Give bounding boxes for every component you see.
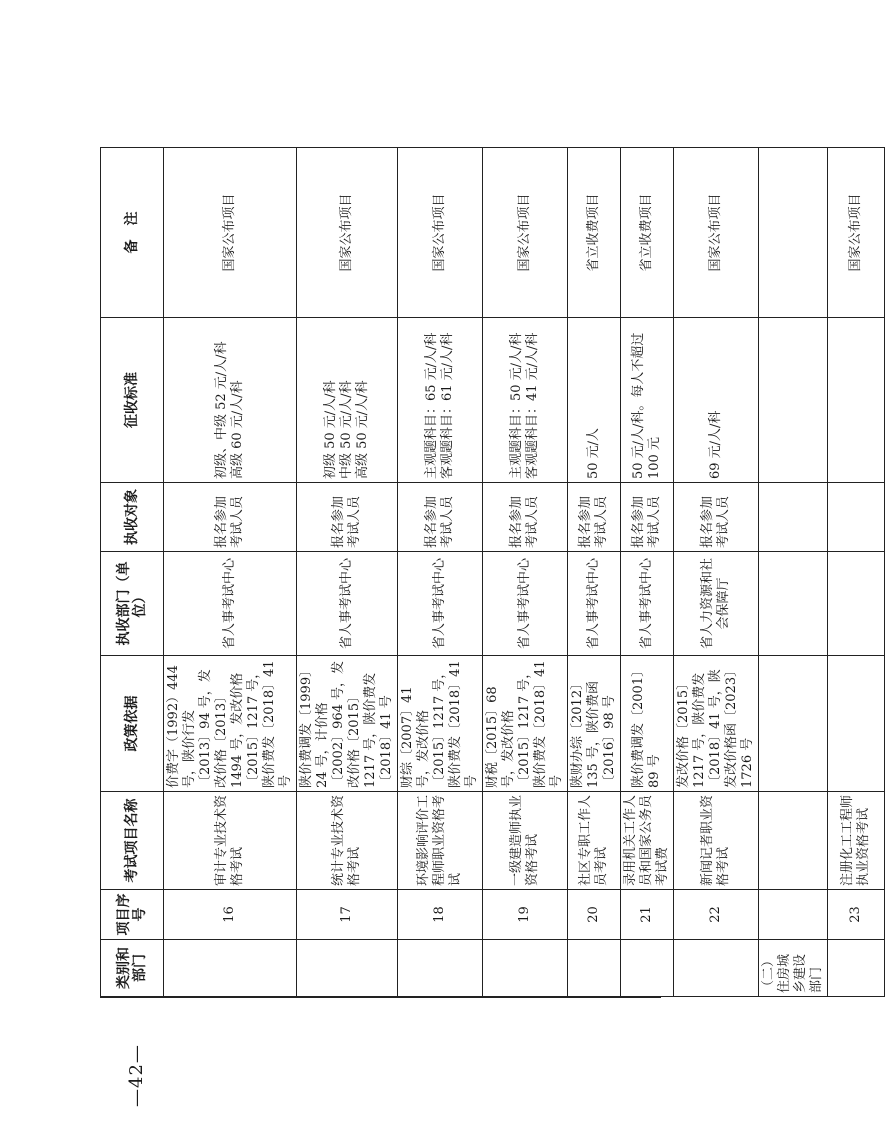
header-note: 备 注	[101, 148, 164, 318]
fee-table	[100, 147, 885, 997]
cell-item-name: 注册化工工程师执业资格考试	[828, 792, 885, 890]
cell-target: 报名参加考试人员	[568, 483, 621, 552]
cell-dept: 省人事考试中心	[398, 552, 483, 656]
cell-dept: 省人事考试中心	[164, 552, 297, 656]
table-row	[828, 148, 885, 997]
header-policy: 政策依据	[101, 656, 164, 792]
table-row	[398, 148, 483, 997]
cell-category	[164, 940, 297, 997]
cell-dept	[828, 552, 885, 656]
cell-policy: 财税〔2015〕68 号，发改价格〔2015〕1217 号，陕价费发〔2018〕41 号	[483, 656, 568, 792]
cell-policy: 财综〔2007〕41 号，发改价格〔2015〕1217 号，陕价费发〔2018〕41 号	[398, 656, 483, 792]
cell-item-name: 录用机关工作人员和国家公务员考试费	[621, 792, 674, 890]
cell-item-name: 社区专职工作人员考试	[568, 792, 621, 890]
cell-note	[759, 148, 828, 318]
cell-standard: 初级、中级 52 元/人/科 高级 60 元/人/科	[164, 318, 297, 483]
cell-standard: 初级 50 元/人/科 中级 50 元/人/科 高级 50 元/人/科	[297, 318, 398, 483]
cell-policy	[759, 656, 828, 792]
cell-standard: 50 元/人	[568, 318, 621, 483]
cell-category	[828, 940, 885, 997]
cell-item-name: 环境影响评价工程师职业资格考试	[398, 792, 483, 890]
cell-dept: 省人事考试中心	[297, 552, 398, 656]
cell-category	[621, 940, 674, 997]
table-row	[568, 148, 621, 997]
header-standard: 征收标准	[101, 318, 164, 483]
header-item-name: 考试项目名称	[101, 792, 164, 890]
header-target: 执收对象	[101, 483, 164, 552]
cell-target	[759, 483, 828, 552]
cell-standard	[759, 318, 828, 483]
cell-target: 报名参加考试人员	[164, 483, 297, 552]
header-dept: 执收部门（单位）	[101, 552, 164, 656]
cell-target: 报名参加考试人员	[297, 483, 398, 552]
cell-target: 报名参加考试人员	[483, 483, 568, 552]
cell-target	[828, 483, 885, 552]
cell-category	[398, 940, 483, 997]
header-category: 类别和部门	[101, 940, 164, 997]
table-header-row	[101, 148, 164, 997]
cell-standard: 主观题科目：65 元/人/科 客观题科目：61 元/人/科	[398, 318, 483, 483]
cell-item-no: 20	[568, 890, 621, 940]
cell-item-name: 审计专业技术资格考试	[164, 792, 297, 890]
cell-category	[483, 940, 568, 997]
cell-policy: 发改价格〔2015〕1217 号，陕价费发〔2018〕41 号，陕发改价格函〔2023〕1726 号	[674, 656, 759, 792]
cell-category: （二）住房城乡建设部门	[759, 940, 828, 997]
cell-note: 国家公布项目	[297, 148, 398, 318]
table-row	[483, 148, 568, 997]
table-row	[297, 148, 398, 997]
cell-standard	[828, 318, 885, 483]
cell-policy: 陕价费调发〔1999〕24 号，计价格〔2002〕964 号，发改价格〔2015〕1217 号，陕价费发〔2018〕41 号	[297, 656, 398, 792]
cell-item-no: 18	[398, 890, 483, 940]
cell-policy	[828, 656, 885, 792]
cell-target: 报名参加考试人员	[621, 483, 674, 552]
cell-standard: 主观题科目：50 元/人/科 客观题科目：41 元/人/科	[483, 318, 568, 483]
table-row	[164, 148, 297, 997]
cell-note: 省立收费项目	[621, 148, 674, 318]
cell-dept: 省人事考试中心	[483, 552, 568, 656]
cell-item-no: 21	[621, 890, 674, 940]
page-number: —42—	[126, 1044, 147, 1107]
header-item-no: 项目序号	[101, 890, 164, 940]
cell-note: 国家公布项目	[828, 148, 885, 318]
cell-note: 国家公布项目	[483, 148, 568, 318]
cell-dept: 省人事考试中心	[621, 552, 674, 656]
cell-dept	[759, 552, 828, 656]
cell-category	[674, 940, 759, 997]
cell-policy: 陕价费调发〔2001〕89 号	[621, 656, 674, 792]
cell-note: 国家公布项目	[398, 148, 483, 318]
cell-standard: 50 元/人/科。每人不超过 100 元	[621, 318, 674, 483]
cell-item-no: 19	[483, 890, 568, 940]
table-row	[621, 148, 674, 997]
cell-item-no: 17	[297, 890, 398, 940]
cell-item-no: 23	[828, 890, 885, 940]
table-row	[674, 148, 759, 997]
cell-standard: 69 元/人/科	[674, 318, 759, 483]
cell-note: 国家公布项目	[674, 148, 759, 318]
cell-note: 省立收费项目	[568, 148, 621, 318]
cell-dept: 省人力资源和社会保障厅	[674, 552, 759, 656]
cell-dept: 省人事考试中心	[568, 552, 621, 656]
cell-item-no: 22	[674, 890, 759, 940]
cell-policy: 价费字（1992）444 号，陕价行发〔2013〕94 号，发改价格〔2013〕1494 号，发改价格〔2015〕1217 号，陕价费发〔2018〕41 号	[164, 656, 297, 792]
cell-policy: 陕财办综〔2012〕135 号，陕价费函〔2016〕98 号	[568, 656, 621, 792]
cell-item-name	[759, 792, 828, 890]
cell-target: 报名参加考试人员	[674, 483, 759, 552]
cell-target: 报名参加考试人员	[398, 483, 483, 552]
cell-category	[568, 940, 621, 997]
cell-item-no: 16	[164, 890, 297, 940]
cell-item-name: 新闻记者职业资格考试	[674, 792, 759, 890]
table-row-section	[759, 148, 828, 997]
cell-item-name: 一级建造师执业资格考试	[483, 792, 568, 890]
cell-item-no	[759, 890, 828, 940]
cell-note: 国家公布项目	[164, 148, 297, 318]
cell-category	[297, 940, 398, 997]
cell-item-name: 统计专业技术资格考试	[297, 792, 398, 890]
